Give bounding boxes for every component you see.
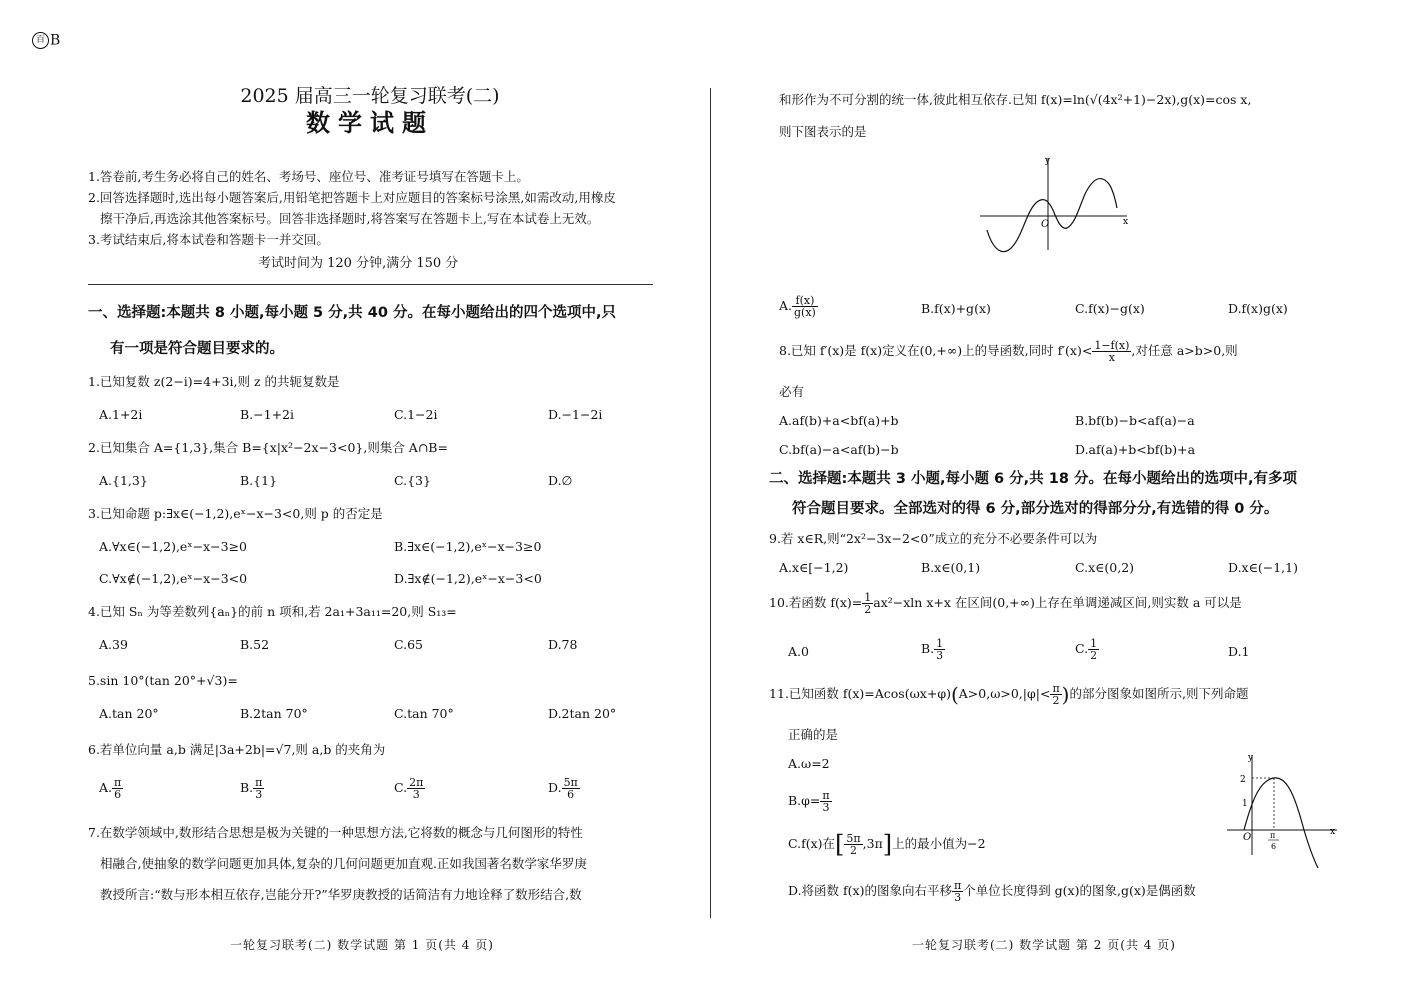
q11-graph-y-label: y bbox=[1248, 753, 1254, 763]
instruction-2b: 擦干净后,再选涂其他答案标号。回答非选择题时,将答案写在答题卡上,写在本试卷上无效。 bbox=[100, 211, 600, 226]
q11-option-a: A.ω=2 bbox=[788, 756, 830, 771]
q1-stem: 1.已知复数 z(2−i)=4+3i,则 z 的共轭复数是 bbox=[88, 374, 340, 389]
q3-option-c: C.∀x∉(−1,2),eˣ−x−3<0 bbox=[99, 571, 248, 586]
q2-option-a: A.{1,3} bbox=[99, 473, 148, 488]
q7-line-1: 7.在数学领域中,数形结合思想是极为关键的一种思想方法,它将数的概念与几何图形的特性 bbox=[88, 825, 583, 840]
instruction-1: 1.答卷前,考生务必将自己的姓名、考场号、座位号、准考证号填写在答题卡上。 bbox=[88, 169, 529, 184]
q6-option-c: C. $\frac{2\pi}{3}$ bbox=[394, 776, 424, 801]
q10-option-b: B. $\frac{1}{3}$ bbox=[921, 637, 944, 662]
q11-graph bbox=[1222, 750, 1342, 875]
q11-graph-origin: O bbox=[1243, 832, 1252, 843]
section2-heading-2: 符合题目要求。全部选对的得 6 分,部分选对的得部分分,有选错的得 0 分。 bbox=[792, 501, 1279, 517]
q4-option-b: B.52 bbox=[240, 637, 270, 652]
q8-line-2: 必有 bbox=[779, 384, 805, 399]
exam-title: 2025 届高三一轮复习联考(二) bbox=[240, 85, 500, 107]
q7-option-c: C.f(x)−g(x) bbox=[1075, 301, 1145, 316]
q2-option-b: B.{1} bbox=[240, 473, 278, 488]
q11-graph-y2: 2 bbox=[1240, 775, 1246, 785]
q7-line-3: 教授所言:“数与形本相互依存,岂能分开?”华罗庚教授的话简洁有力地诠释了数形结合,数 bbox=[100, 887, 582, 902]
footer-right: 一轮复习联考(二) 数学试题 第 2 页(共 4 页) bbox=[912, 938, 1176, 952]
q8-option-b: B.bf(b)−b<af(a)−a bbox=[1075, 413, 1195, 428]
q7-line-4: 和形作为不可分割的统一体,彼此相互依存.已知 f(x)=ln(√(4x²+1)−2x),g(x)=cos x, bbox=[779, 92, 1252, 107]
q11-graph-y1: 1 bbox=[1242, 799, 1248, 809]
section1-heading-2: 有一项是符合题目要求的。 bbox=[110, 341, 284, 357]
q4-option-a: A.39 bbox=[99, 637, 128, 652]
q4-stem: 4.已知 Sₙ 为等差数列{aₙ}的前 n 项和,若 2a₁+3a₁₁=20,则 S₁₃= bbox=[88, 604, 457, 619]
q1-option-c: C.1−2i bbox=[394, 407, 438, 422]
q9-option-c: C.x∈(0,2) bbox=[1075, 560, 1135, 575]
q11-graph-x-label: x bbox=[1330, 827, 1336, 837]
q7-graph-y-label: y bbox=[1045, 156, 1051, 166]
q2-option-d: D.∅ bbox=[548, 473, 573, 488]
q2-option-c: C.{3} bbox=[394, 473, 431, 488]
q1-option-a: A.1+2i bbox=[99, 407, 143, 422]
header-divider bbox=[88, 284, 653, 285]
q8-option-a: A.af(b)+a<bf(a)+b bbox=[779, 413, 899, 428]
q7-graph-curve bbox=[987, 179, 1117, 252]
q7-graph-origin: O bbox=[1041, 219, 1050, 230]
q11-graph-xtick-den: 6 bbox=[1271, 842, 1277, 851]
q11-graph-curve bbox=[1244, 778, 1318, 868]
q6-option-d: D. $\frac{5\pi}{6}$ bbox=[548, 776, 578, 801]
q3-option-b: B.∃x∈(−1,2),eˣ−x−3≥0 bbox=[394, 539, 542, 554]
subject-title: 数学试题 bbox=[306, 109, 434, 137]
q4-option-d: D.78 bbox=[548, 637, 578, 652]
q7-graph bbox=[975, 150, 1135, 260]
q1-option-d: D.−1−2i bbox=[548, 407, 603, 422]
q11-stem: 11.已知函数 f(x)=Acos(ωx+φ)(A>0,ω>0,|φ|< $\frac{\pi}{2}$ )的部分图象如图所示,则下列命题 bbox=[769, 682, 1249, 707]
q11-graph-xtick-num: π bbox=[1270, 831, 1276, 840]
q11-option-b: B.φ= $\frac{\pi}{3}$ bbox=[788, 789, 830, 814]
q3-stem: 3.已知命题 p:∃x∈(−1,2),eˣ−x−3<0,则 p 的否定是 bbox=[88, 506, 383, 521]
q1-option-b: B.−1+2i bbox=[240, 407, 295, 422]
q9-option-b: B.x∈(0,1) bbox=[921, 560, 981, 575]
instruction-3: 3.考试结束后,将本试卷和答题卡一并交回。 bbox=[88, 232, 329, 247]
exam-time: 考试时间为 120 分钟,满分 150 分 bbox=[258, 256, 459, 271]
q9-option-d: D.x∈(−1,1) bbox=[1228, 560, 1298, 575]
q5-option-b: B.2tan 70° bbox=[240, 706, 308, 721]
q7-graph-x-label: x bbox=[1123, 217, 1129, 227]
q11-option-d: D.将函数 f(x)的图象向右平移 $\frac{\pi}{3}$ 个单位长度得到 g(x)的图象,g(x)是偶函数 bbox=[788, 879, 1196, 904]
q5-option-a: A.tan 20° bbox=[99, 706, 159, 721]
q10-option-d: D.1 bbox=[1228, 644, 1250, 659]
q10-option-a: A.0 bbox=[788, 644, 809, 659]
q3-option-d: D.∃x∉(−1,2),eˣ−x−3<0 bbox=[394, 571, 542, 586]
q6-option-b: B. $\frac{\pi}{3}$ bbox=[240, 776, 263, 801]
instruction-2: 2.回答选择题时,选出每小题答案后,用铅笔把答题卡上对应题目的答案标号涂黑,如需改动,用橡皮 bbox=[88, 190, 616, 205]
q11-line-2: 正确的是 bbox=[788, 727, 839, 742]
q8-option-c: C.bf(a)−a<af(b)−b bbox=[779, 442, 899, 457]
q7-line-2: 相融合,使抽象的数学问题更加具体,复杂的几何问题更加直观.正如我国著名数学家华罗庚 bbox=[100, 856, 587, 871]
q7-option-b: B.f(x)+g(x) bbox=[921, 301, 991, 316]
q5-option-d: D.2tan 20° bbox=[548, 706, 617, 721]
q7-option-a: A. $\frac{f(x)}{g(x)}$ bbox=[779, 294, 816, 319]
q7-line-5: 则下图表示的是 bbox=[779, 124, 867, 139]
q5-option-c: C.tan 70° bbox=[394, 706, 454, 721]
corner-mark: 百 B bbox=[32, 32, 60, 49]
footer-left: 一轮复习联考(二) 数学试题 第 1 页(共 4 页) bbox=[230, 938, 494, 952]
q10-stem: 10.若函数 f(x)= $\frac{1}{2}$ ax²−xln x+x 在区间(0,+∞)上存在单调递减区间,则实数 a 可以是 bbox=[769, 591, 1242, 616]
q3-option-a: A.∀x∈(−1,2),eˣ−x−3≥0 bbox=[99, 539, 247, 554]
q4-option-c: C.65 bbox=[394, 637, 423, 652]
section1-heading: 一、选择题:本题共 8 小题,每小题 5 分,共 40 分。在每小题给出的四个选项中,只 bbox=[88, 305, 616, 321]
q9-option-a: A.x∈[−1,2) bbox=[779, 560, 849, 575]
section2-heading: 二、选择题:本题共 3 小题,每小题 6 分,共 18 分。在每小题给出的选项中,有多项 bbox=[769, 471, 1297, 487]
q8-option-d: D.af(a)+b<bf(b)+a bbox=[1075, 442, 1196, 457]
page-divider bbox=[710, 88, 711, 918]
q6-stem: 6.若单位向量 a,b 满足|3a+2b|=√7,则 a,b 的夹角为 bbox=[88, 742, 386, 757]
q5-stem: 5.sin 10°(tan 20°+√3)= bbox=[88, 673, 238, 688]
q8-stem: 8.已知 f′(x)是 f(x)定义在(0,+∞)上的导函数,同时 f′(x)< $\frac{1-f(x)}{x}$ ,对任意 a>b>0,则 bbox=[779, 339, 1238, 364]
q9-stem: 9.若 x∈R,则“2x²−3x−2<0”成立的充分不必要条件可以为 bbox=[769, 531, 1098, 546]
q7-option-d: D.f(x)g(x) bbox=[1228, 301, 1288, 316]
q2-stem: 2.已知集合 A={1,3},集合 B={x|x²−2x−3<0},则集合 A∩B= bbox=[88, 440, 448, 455]
q11-option-c: C.f(x)在[ $\frac{5\pi}{2}$ ,3π]上的最小值为−2 bbox=[788, 830, 986, 859]
q10-option-c: C. $\frac{1}{2}$ bbox=[1075, 637, 1098, 662]
q6-option-a: A. $\frac{\pi}{6}$ bbox=[99, 776, 122, 801]
